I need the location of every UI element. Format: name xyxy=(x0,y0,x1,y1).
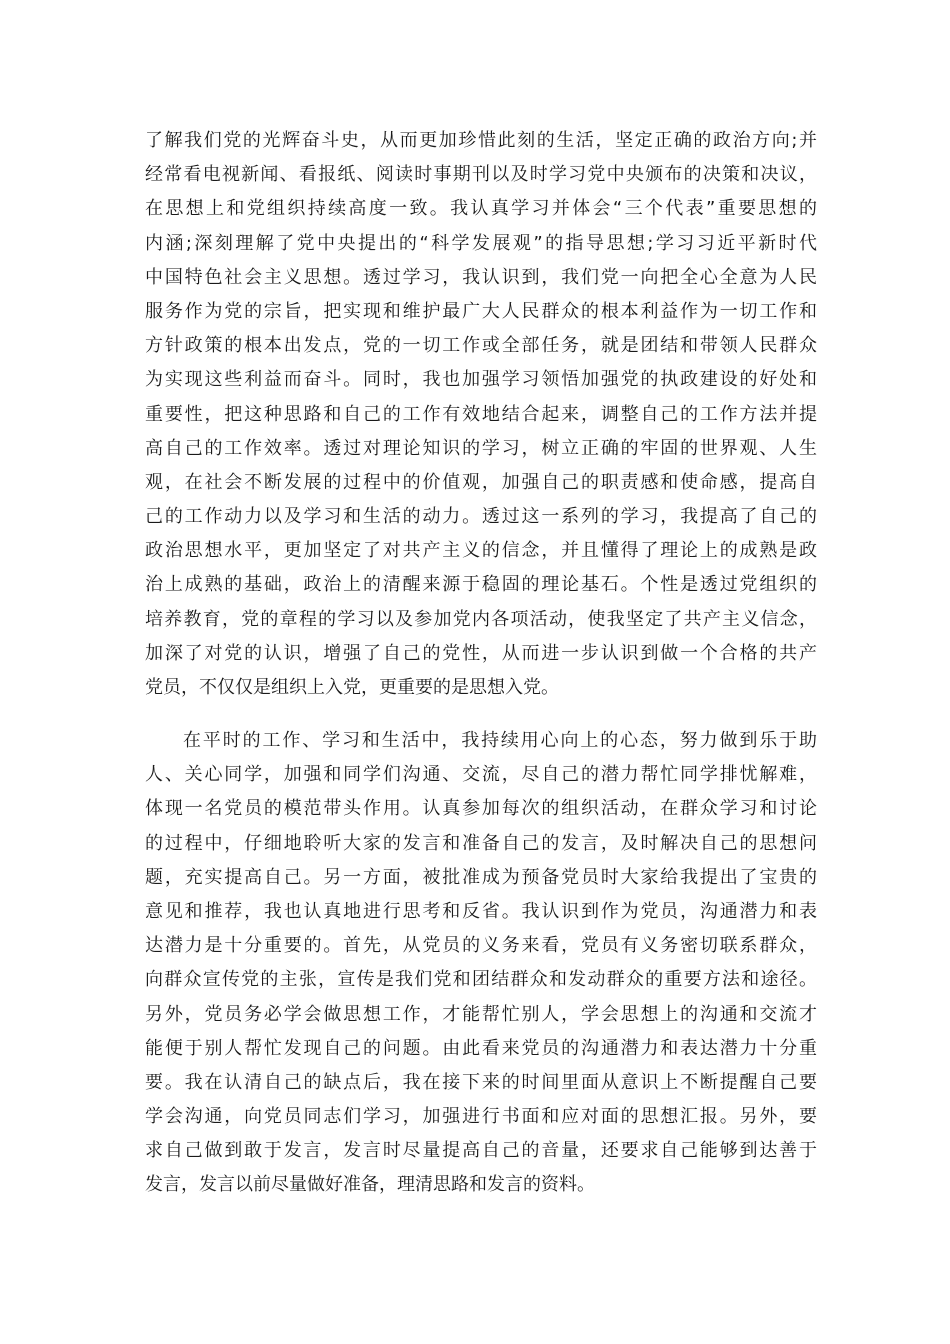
text-line: 高自己的工作效率。透过对理论知识的学习，树立正确的牢固的世界观、人生 xyxy=(145,437,817,459)
text-line: 培养教育，党的章程的学习以及参加党内各项活动，使我坚定了共产主义信念， xyxy=(145,608,817,630)
text-line: 人、关心同学，加强和同学们沟通、交流，尽自己的潜力帮忙同学排忧解难， xyxy=(145,764,817,786)
text-line: 的过程中，仔细地聆听大家的发言和准备自己的发言，及时解决自己的思想问 xyxy=(145,832,817,854)
text-line: 中国特色社会主义思想。透过学习，我认识到，我们党一向把全心全意为人民 xyxy=(145,266,817,288)
text-line: 了解我们党的光辉奋斗史，从而更加珍惜此刻的生活，坚定正确的政治方向;并 xyxy=(145,130,817,151)
text-line: 能便于别人帮忙发现自己的问题。由此看来党员的沟通潜力和表达潜力十分重 xyxy=(145,1037,817,1059)
paragraph-2 xyxy=(145,724,817,1203)
text-line: 体现一名党员的模范带头作用。认真参加每次的组织活动，在群众学习和讨论 xyxy=(145,798,817,820)
text-line: 党员，不仅仅是组织上入党，更重要的是思想入党。 xyxy=(145,677,559,698)
text-line: 向群众宣传党的主张，宣传是我们党和团结群众和发动群众的重要方法和途径。 xyxy=(145,969,817,991)
text-line: 达潜力是十分重要的。首先，从党员的义务来看，党员有义务密切联系群众， xyxy=(145,935,817,957)
text-line: 服务作为党的宗旨，把实现和维护最广大人民群众的根本利益作为一切工作和 xyxy=(145,300,817,322)
text-line: 治上成熟的基础，政治上的清醒来源于稳固的理论基石。个性是透过党组织的 xyxy=(145,574,817,596)
text-line: 题，充实提高自己。另一方面，被批准成为预备党员时大家给我提出了宝贵的 xyxy=(145,866,817,888)
paragraph-1 xyxy=(145,124,817,705)
text-line: 经常看电视新闻、看报纸、阅读时事期刊以及时学习党中央颁布的决策和决议， xyxy=(145,164,817,186)
text-line: 方针政策的根本出发点，党的一切工作或全部任务，就是团结和带领人民群众 xyxy=(145,335,817,357)
text-line: 在平时的工作、学习和生活中，我持续用心向上的心态，努力做到乐于助 xyxy=(183,730,817,751)
text-line: 在思想上和党组织持续高度一致。我认真学习并体会“三个代表”重要思想的 xyxy=(145,198,817,220)
text-line: 求自己做到敢于发言，发言时尽量提高自己的音量，还要求自己能够到达善于 xyxy=(145,1140,817,1162)
text-line: 内涵;深刻理解了党中央提出的“科学发展观”的指导思想;学习习近平新时代 xyxy=(145,232,817,254)
text-line: 学会沟通，向党员同志们学习，加强进行书面和应对面的思想汇报。另外，要 xyxy=(145,1106,817,1128)
text-line: 重要性，把这种思路和自己的工作有效地结合起来，调整自己的工作方法并提 xyxy=(145,403,817,425)
text-line: 观，在社会不断发展的过程中的价值观，加强自己的职责感和使命感，提高自 xyxy=(145,471,817,493)
text-line: 政治思想水平，更加坚定了对共产主义的信念，并且懂得了理论上的成熟是政 xyxy=(145,540,817,562)
text-line: 加深了对党的认识，增强了自己的党性，从而进一步认识到做一个合格的共产 xyxy=(145,642,817,664)
text-line: 发言，发言以前尽量做好准备，理清思路和发言的资料。 xyxy=(145,1174,595,1196)
text-line: 另外，党员务必学会做思想工作，才能帮忙别人，学会思想上的沟通和交流才 xyxy=(145,1003,817,1025)
text-line: 为实现这些利益而奋斗。同时，我也加强学习领悟加强党的执政建设的好处和 xyxy=(145,369,817,391)
text-line: 要。我在认清自己的缺点后，我在接下来的时间里面从意识上不断提醒自己要 xyxy=(145,1071,817,1093)
text-line: 意见和推荐，我也认真地进行思考和反省。我认识到作为党员，沟通潜力和表 xyxy=(145,900,817,922)
text-line: 己的工作动力以及学习和生活的动力。透过这一系列的学习，我提高了自己的 xyxy=(145,506,817,528)
